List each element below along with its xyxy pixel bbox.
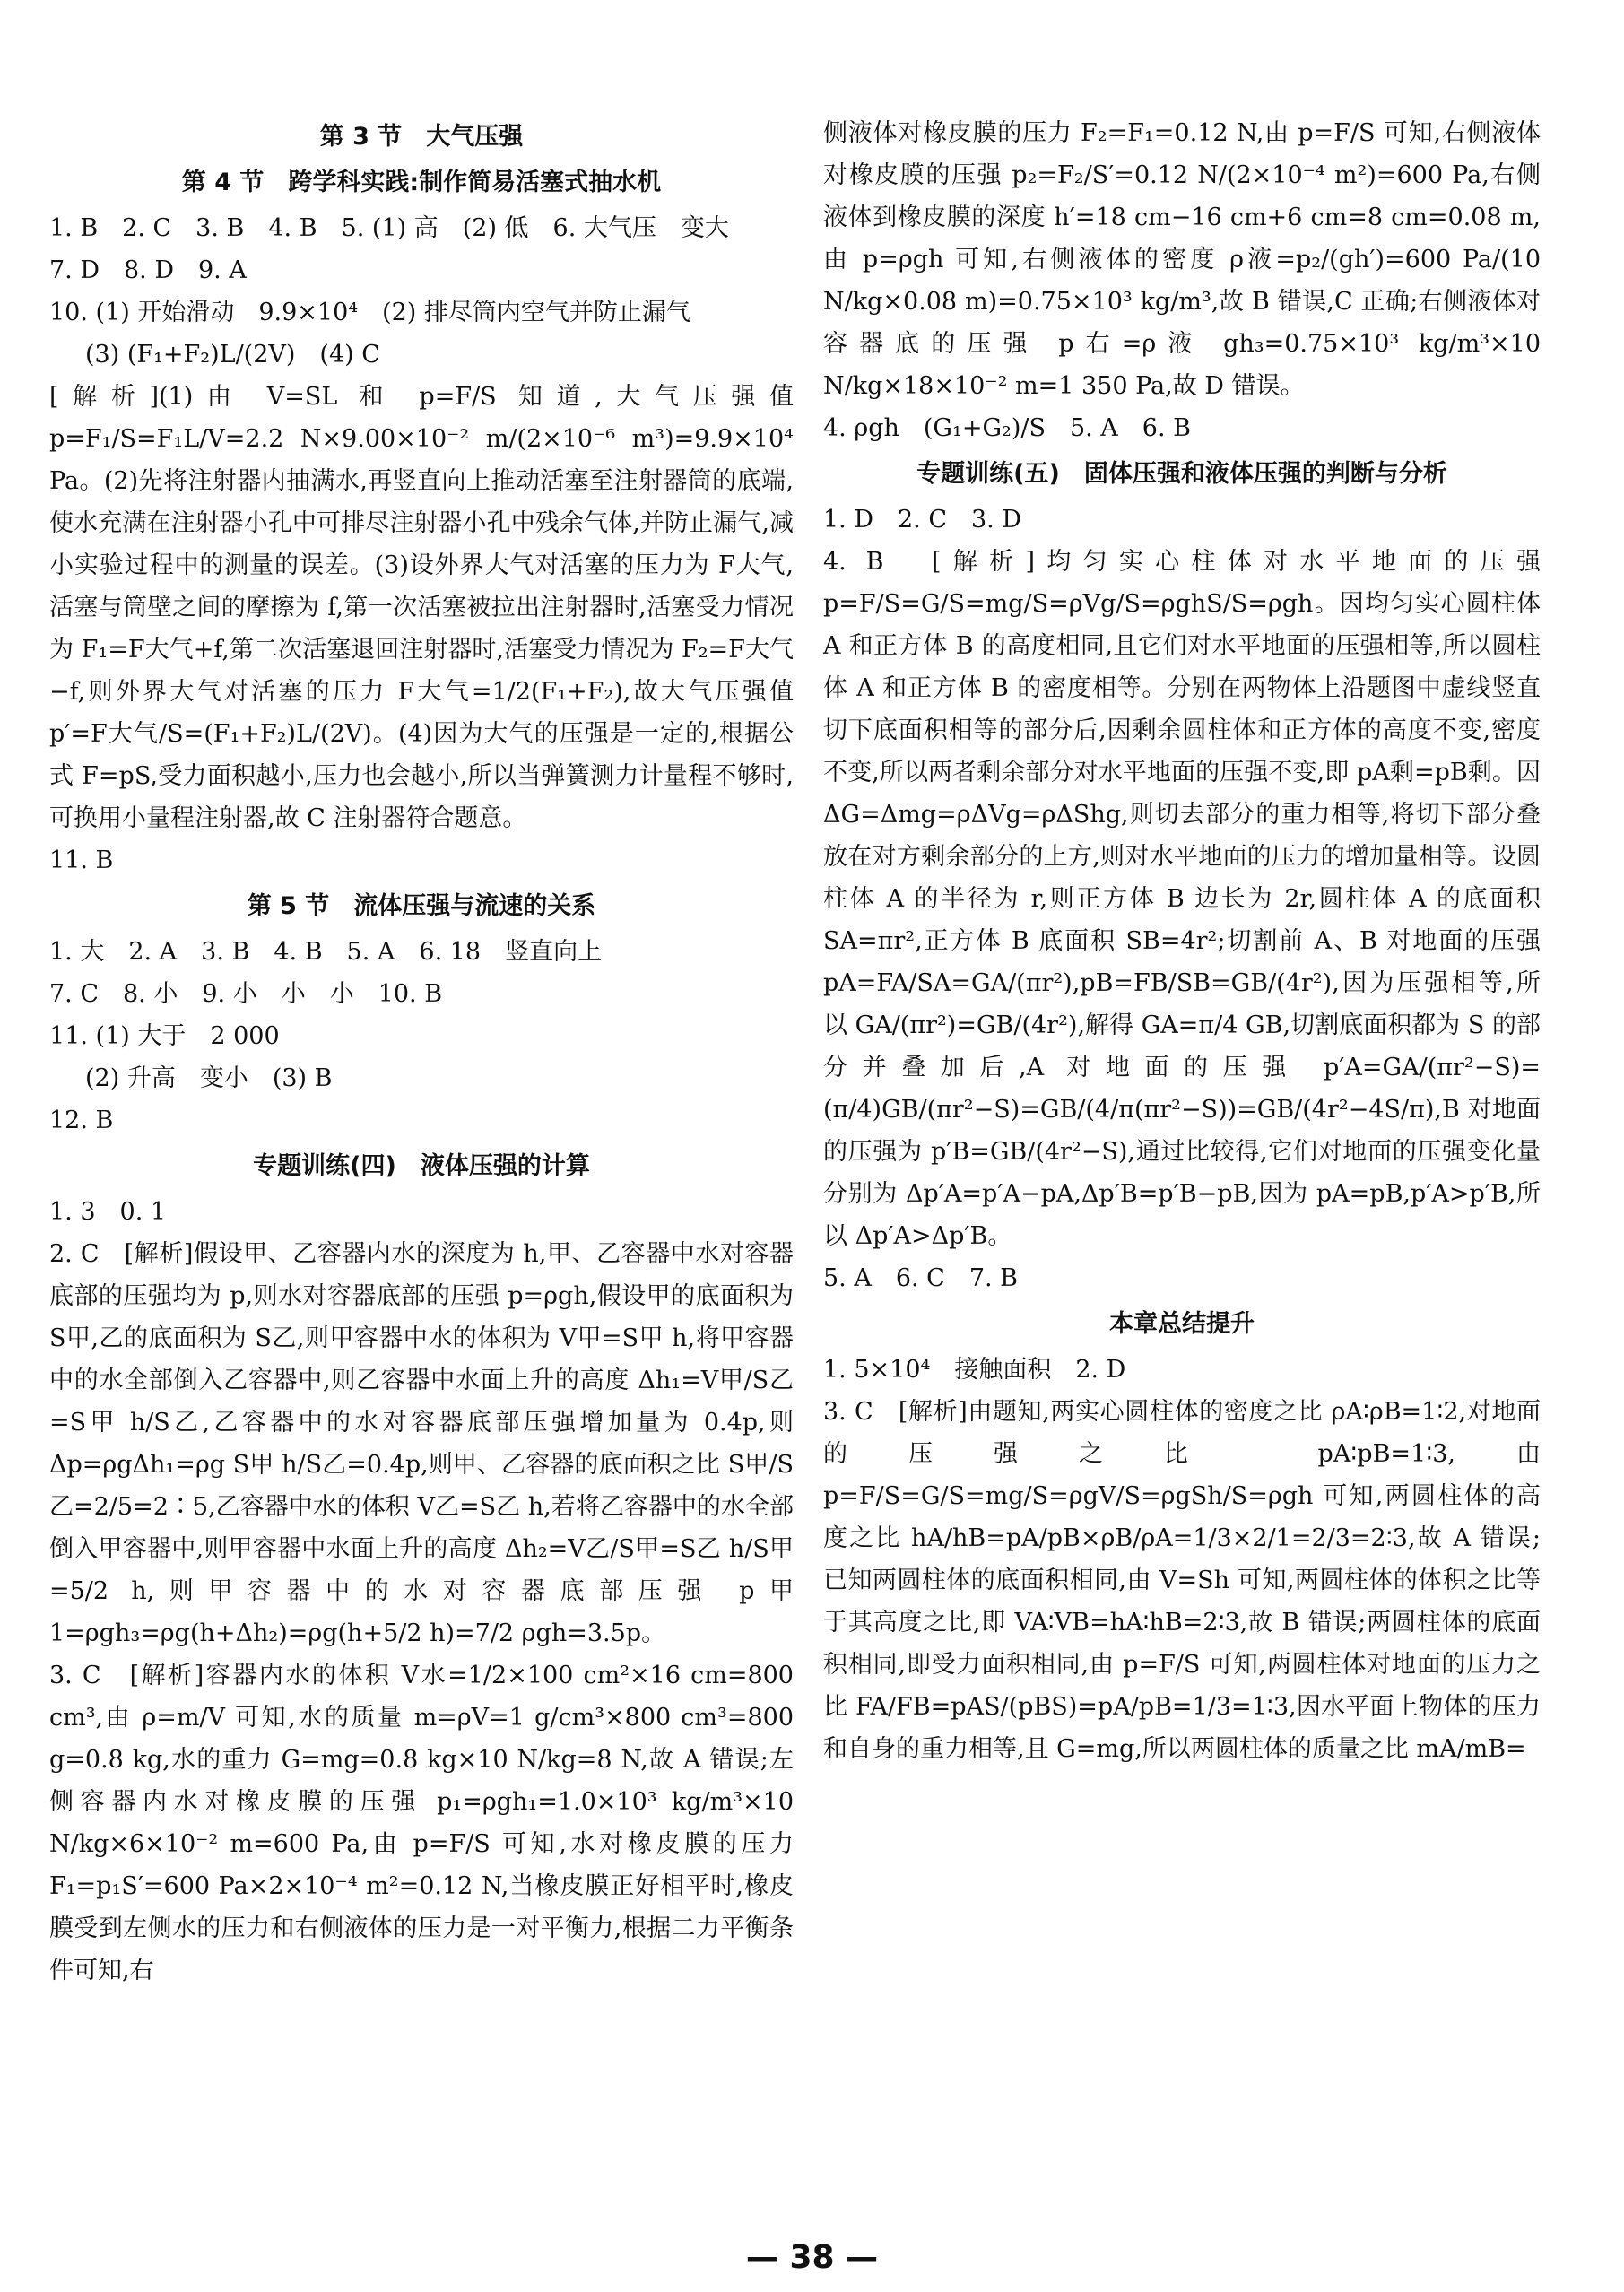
- right-column: [823, 112, 1541, 1770]
- left-column: [49, 112, 794, 1992]
- answer-line: 11. (1) 大于 2 000: [49, 1022, 280, 1050]
- answer-line: 12. B: [49, 1107, 114, 1134]
- answer-line: 1. D 2. C 3. D: [823, 506, 1021, 534]
- analysis-paragraph: 2. C [解析]假设甲、乙容器内水的深度为 h,甲、乙容器中水对容器底部的压强均为 p,则水对容器底部的压强 p=ρgh,假设甲的底面积为 S甲,乙的底面积为 S乙,则甲容器中水的体积为 V甲=S甲 h,将甲容器中的水全部倒入乙容器中,则乙容器中水面上升的高度 Δh₁=V甲/S乙=S甲 h/S乙,乙容器中的水对容器底部压强增加量为 0.4p,则 Δp=ρgΔh₁=ρg S甲 h/S乙=0.4p,则甲、乙容器的底面积之比 S甲/S乙=2/5=2∶5,乙容器中水的体积 V乙=S乙 h,若将乙容器中的水全部倒入甲容器中,则甲容器中水面上升的高度 Δh₂=V乙/S甲=S乙 h/S甲=5/2 h,则甲容器中的水对容器底部压强 p甲1=ρgh₃=ρg(h+Δh₂)=ρg(h+5/2 h)=7/2 ρgh=3.5p。: [49, 1240, 794, 1647]
- answer-line: 4. ρgh (G₁+G₂)/S 5. A 6. B: [823, 414, 1191, 442]
- answer-line: 1. B 2. C 3. B 4. B 5. (1) 高 (2) 低 6. 大气压 变大: [49, 214, 729, 242]
- analysis-paragraph: [解析](1)由 V=SL 和 p=F/S 知道,大气压强值 p=F₁/S=F₁L/V=2.2 N×9.00×10⁻² m/(2×10⁻⁶ m³)=9.9×10⁴ Pa。(2)先将注射器内抽满水,再竖直向上推动活塞至注射器筒的底端,使水充满在注射器小孔中可排尽注射器小孔中残余气体,并防止漏气,减小实验过程中的测量的误差。(3)设外界大气对活塞的压力为 F大气,活塞与筒壁之间的摩擦为 f,第一次活塞被拉出注射器时,活塞受力情况为 F₁=F大气+f,第二次活塞退回注射器时,活塞受力情况为 F₂=F大气−f,则外界大气对活塞的压力 F大气=1/2(F₁+F₂),故大气压强值 p′=F大气/S=(F₁+F₂)L/(2V)。(4)因为大气的压强是一定的,根据公式 F=pS,受力面积越小,压力也会越小,所以当弹簧测力计量程不够时,可换用小量程注射器,故 C 注射器符合题意。: [49, 383, 794, 832]
- section-title: 专题训练(五) 固体压强和液体压强的判断与分析: [916, 460, 1447, 488]
- answer-line: (3) (F₁+F₂)L/(2V) (4) C: [85, 341, 380, 369]
- section-title: 第 5 节 流体压强与流速的关系: [247, 892, 596, 920]
- analysis-paragraph: 3. C [解析]由题知,两实心圆柱体的密度之比 ρA∶ρB=1∶2,对地面的压强之比 pA∶pB=1∶3,由 p=F/S=G/S=mg/S=ρgV/S=ρgSh/S=ρgh 可知,两圆柱体的高度之比 hA/hB=pA/pB×ρB/ρA=1/3×2/1=2/3=2∶3,故 A 错误;已知两圆柱体的底面积相同,由 V=Sh 可知,两圆柱体的体积之比等于其高度之比,即 VA∶VB=hA∶hB=2∶3,故 B 错误;两圆柱体的底面积相同,即受力面积相同,由 p=F/S 可知,两圆柱体对地面的压力之比 FA/FB=pAS/(pBS)=pA/pB=1/3=1∶3,因水平面上物体的压力和自身的重力相等,且 G=mg,所以两圆柱体的质量之比 mA/mB=: [823, 1398, 1541, 1763]
- answer-line: (2) 升高 变小 (3) B: [85, 1064, 333, 1092]
- answer-line: 5. A 6. C 7. B: [823, 1264, 1019, 1292]
- answer-line: 1. 大 2. A 3. B 4. B 5. A 6. 18 竖直向上: [49, 938, 603, 966]
- section-title: 本章总结提升: [1109, 1310, 1255, 1338]
- analysis-paragraph: 侧液体对橡皮膜的压力 F₂=F₁=0.12 N,由 p=F/S 可知,右侧液体对橡皮膜的压强 p₂=F₂/S′=0.12 N/(2×10⁻⁴ m²)=600 Pa,右侧液体到橡皮膜的深度 h′=18 cm−16 cm+6 cm=8 cm=0.08 m,由 p=ρgh 可知,右侧液体的密度 ρ液=p₂/(gh′)=600 Pa/(10 N/kg×0.08 m)=0.75×10³ kg/m³,故 B 错误,C 正确;右侧液体对容器底的压强 p右=ρ液 gh₃=0.75×10³ kg/m³×10 N/kg×18×10⁻² m=1 350 Pa,故 D 错误。: [823, 119, 1541, 400]
- page-number: — 38 —: [745, 2239, 879, 2276]
- analysis-paragraph: 3. C [解析]容器内水的体积 V水=1/2×100 cm²×16 cm=800 cm³,由 ρ=m/V 可知,水的质量 m=ρV=1 g/cm³×800 cm³=800 g=0.8 kg,水的重力 G=mg=0.8 kg×10 N/kg=8 N,故 A 错误;左侧容器内水对橡皮膜的压强 p₁=ρgh₁=1.0×10³ kg/m³×10 N/kg×6×10⁻² m=600 Pa,由 p=F/S 可知,水对橡皮膜的压力 F₁=p₁S′=600 Pa×2×10⁻⁴ m²=0.12 N,当橡皮膜正好相平时,橡皮膜受到左侧水的压力和右侧液体的压力是一对平衡力,根据二力平衡条件可知,右: [49, 1662, 794, 1984]
- answer-line: 1. 3 0. 1: [49, 1198, 167, 1226]
- answer-line: 1. 5×10⁴ 接触面积 2. D: [823, 1356, 1126, 1384]
- answer-line: 7. D 8. D 9. A: [49, 256, 247, 284]
- answer-line: 10. (1) 开始滑动 9.9×10⁴ (2) 排尽筒内空气并防止漏气: [49, 299, 690, 326]
- analysis-paragraph: 4. B [解析]均匀实心柱体对水平地面的压强 p=F/S=G/S=mg/S=ρVg/S=ρghS/S=ρgh。因均匀实心圆柱体 A 和正方体 B 的高度相同,且它们对水平地面的压强相等,所以圆柱体 A 和正方体 B 的密度相等。分别在两物体上沿题图中虚线竖直切下底面积相等的部分后,因剩余圆柱体和正方体的高度不变,密度不变,所以两者剩余部分对水平地面的压强不变,即 pA剩=pB剩。因 ΔG=Δmg=ρΔVg=ρΔShg,则切去部分的重力相等,将切下部分叠放在对方剩余部分的上方,则对水平地面的压力的增加量相等。设圆柱体 A 的半径为 r,则正方体 B 边长为 2r,圆柱体 A 的底面积 SA=πr²,正方体 B 底面积 SB=4r²;切割前 A、B 对地面的压强 pA=FA/SA=GA/(πr²),pB=FB/SB=GB/(4r²),因为压强相等,所以 GA/(πr²)=GB/(4r²),解得 GA=π/4 GB,切割底面积都为 S 的部分并叠加后,A 对地面的压强 p′A=GA/(πr²−S)=(π/4)GB/(πr²−S)=GB/(4/π(πr²−S))=GB/(4r²−4S/π),B 对地面的压强为 p′B=GB/(4r²−S),通过比较得,它们对地面的压强变化量分别为 Δp′A=p′A−pA,Δp′B=p′B−pB,因为 pA=pB,p′A>p′B,所以 Δp′A>Δp′B。: [823, 548, 1541, 1250]
- section-title: 专题训练(四) 液体压强的计算: [253, 1152, 590, 1180]
- section-title: 第 4 节 跨学科实践:制作简易活塞式抽水机: [181, 169, 662, 196]
- section-title: 第 3 节 大气压强: [319, 123, 524, 151]
- answer-line: 11. B: [49, 846, 114, 874]
- answer-line: 7. C 8. 小 9. 小 小 小 10. B: [49, 980, 443, 1008]
